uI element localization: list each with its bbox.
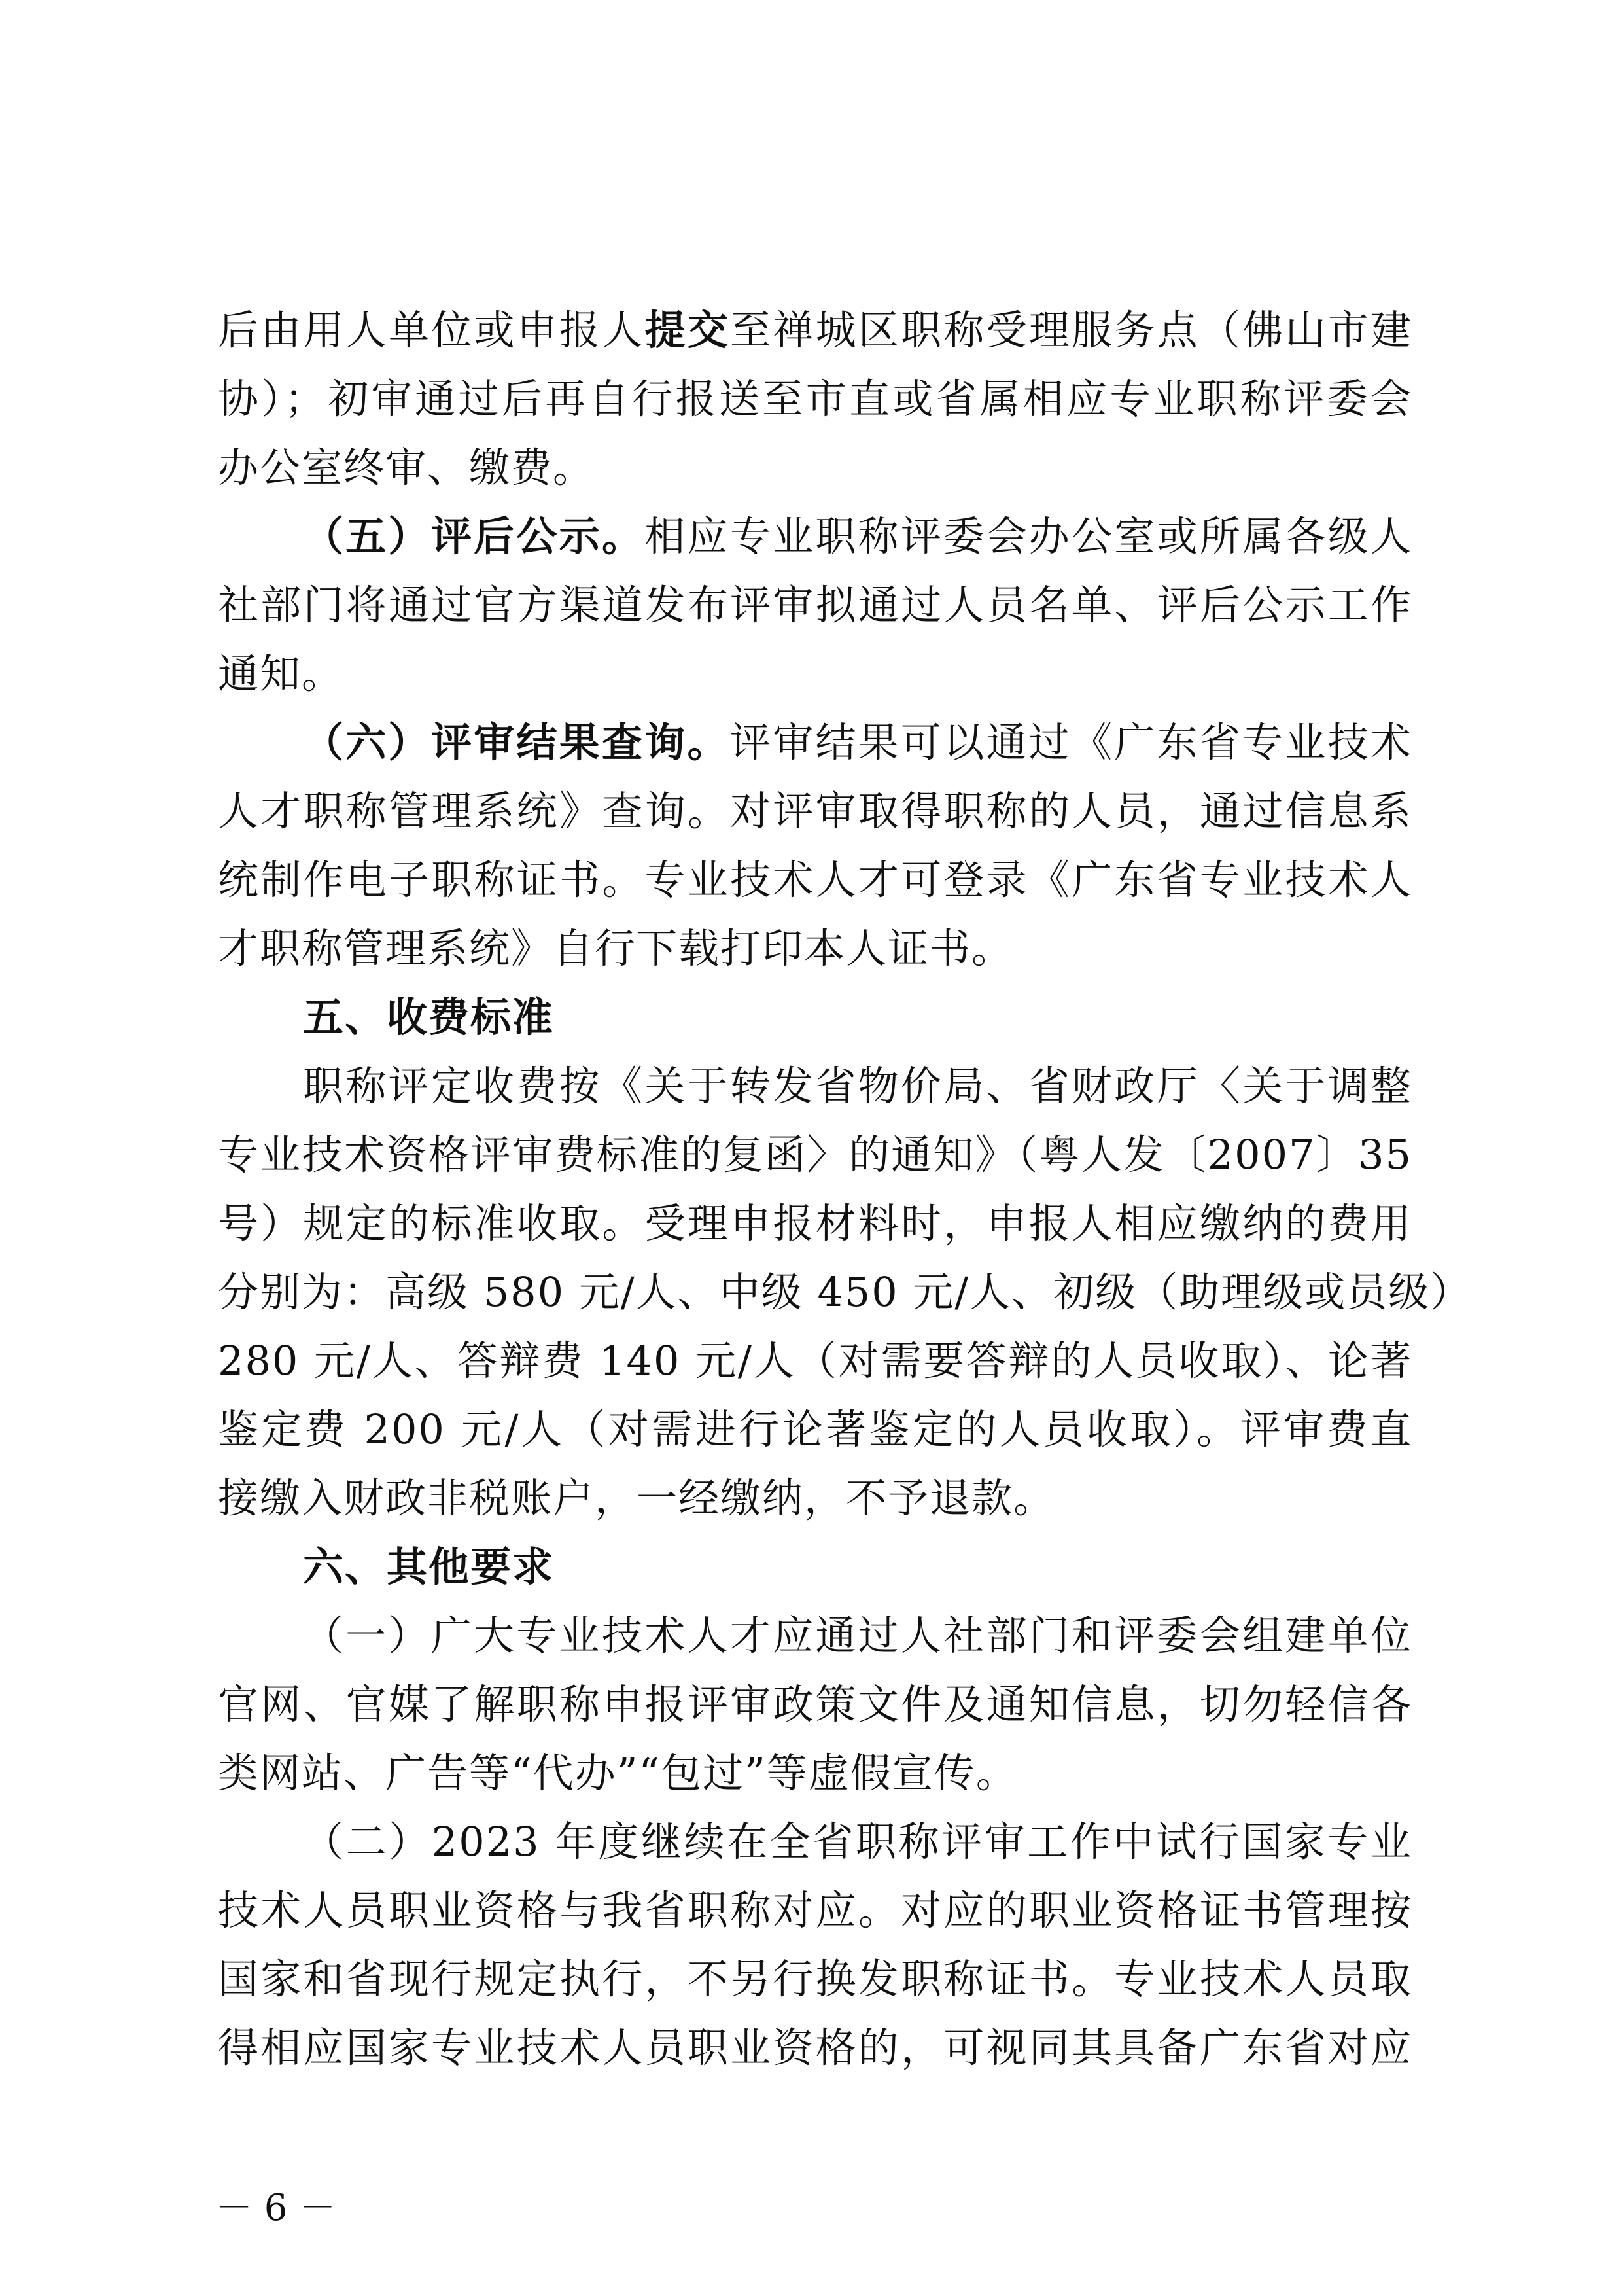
text-line-24: 得相应国家专业技术人员职业资格的，可视同其具备广东省对应 <box>218 2024 1412 2072</box>
subsection-6-line <box>218 710 1412 775</box>
text-segment: 至禅城区职称受理服务点（佛山市建 <box>730 306 1412 354</box>
text-line-2: 协）；初审通过后再自行报送至市直或省属相应专业职称评委会 <box>218 375 1412 423</box>
text-line-15: 280 元/人、答辩费 140 元/人（对需要答辩的人员收取）、论著 <box>218 1337 1412 1385</box>
subsection-title: （五）评后公示。 <box>303 512 645 560</box>
text-line-19: 官网、官媒了解职称申报评审政策文件及通知信息，切勿轻信各 <box>218 1680 1412 1728</box>
text-line-14: 分别为：高级 580 元/人、中级 450 元/人、初级（助理级或员级） <box>218 1268 1473 1316</box>
subsection-5-line <box>218 504 1412 569</box>
text-line-3: 办公室终审、缴费。 <box>218 444 595 491</box>
text-line-8: 人才职称管理系统》查询。对评审取得职称的人员，通过信息系 <box>218 787 1412 835</box>
subsection-title: （六）评审结果查询。 <box>303 718 730 766</box>
text-line-20: 类网站、广告等“代办”“包过”等虚假宣传。 <box>218 1749 1018 1797</box>
text-line-23: 国家和省现行规定执行，不另行换发职称证书。专业技术人员取 <box>218 1955 1412 2003</box>
text-line-1 <box>218 298 1412 363</box>
section-heading-other: 六、其他要求 <box>303 1543 555 1591</box>
text-line-12: 专业技术资格评审费标准的复函〉的通知》（粤人发〔2007〕35 <box>218 1131 1412 1178</box>
text-line-22: 技术人员职业资格与我省职称对应。对应的职业资格证书管理按 <box>218 1886 1412 1934</box>
text-line-9: 统制作电子职称证书。专业技术人才可登录《广东省专业技术人 <box>218 856 1412 904</box>
text-line-6: 通知。 <box>218 650 344 698</box>
text-line-18: （一）广大专业技术人才应通过人社部门和评委会组建单位 <box>303 1612 1412 1659</box>
text-line-13: 号）规定的标准收取。受理申报材料时，申报人相应缴纳的费用 <box>218 1199 1412 1247</box>
text-line-17: 接缴入财政非税账户，一经缴纳，不予退款。 <box>218 1474 1056 1522</box>
text-line-11: 职称评定收费按《关于转发省物价局、省财政厅〈关于调整 <box>303 1062 1412 1110</box>
document-page <box>218 0 1473 2296</box>
bold-text: 提交 <box>644 306 731 354</box>
text-line-16: 鉴定费 200 元/人（对需进行论著鉴定的人员收取）。评审费直 <box>218 1405 1412 1453</box>
text-line-21: （二）2023 年度继续在全省职称评审工作中试行国家专业 <box>303 1818 1412 1865</box>
section-heading-fees: 五、收费标准 <box>303 993 555 1041</box>
text-line-10: 才职称管理系统》自行下载打印本人证书。 <box>218 925 1014 972</box>
text-segment: 评审结果可以通过《广东省专业技术 <box>729 718 1412 766</box>
page-number: － 6 － <box>216 2187 336 2229</box>
text-segment: 后由用人单位或申报人 <box>218 306 645 354</box>
text-line-5: 社部门将通过官方渠道发布评审拟通过人员名单、评后公示工作 <box>218 581 1412 629</box>
text-segment: 相应专业职称评委会办公室或所属各级人 <box>644 512 1412 560</box>
